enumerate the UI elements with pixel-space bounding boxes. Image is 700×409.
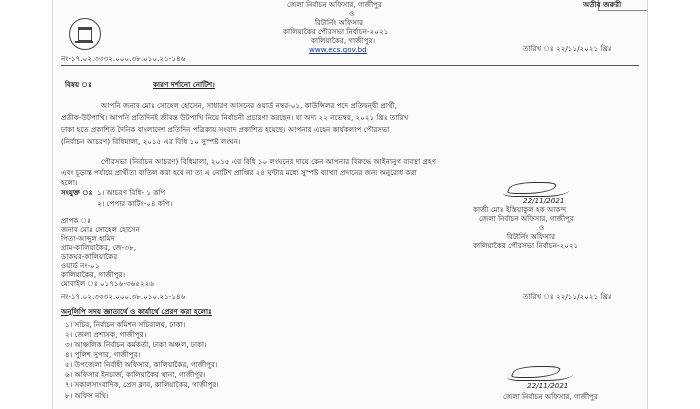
signature-1-title-4: কালিয়াকৈর পৌরসভা নির্বাচন-২০২১: [473, 241, 579, 250]
attachments-label: সংযুক্ত ঃ: [61, 188, 93, 197]
copy-item: ২। জেলা প্রশাসক, গাজীপুর।: [65, 330, 147, 339]
header-line-1: জেলা নির্বাচন অফিসার, গাজীপুর: [287, 0, 382, 9]
signature-1-title-2: ও: [539, 223, 545, 232]
copy-item: ৭। সকালসাংবাদিক, প্রেস ক্লাব, কালিয়াকৈর, গাজীপুর।: [65, 380, 219, 389]
copy-item: ৩। আঞ্চলিক নির্বাচন কর্মকর্তা, ঢাকা অঞ্চল, ঢাকা।: [65, 340, 207, 349]
signature-2-date: 22/11/2021: [527, 381, 569, 390]
body-para2-line3: হলো।: [61, 178, 78, 187]
signature-1-title-3: রিটার্নিং অফিসার: [507, 232, 556, 241]
signature-2-title: জেলা নির্বাচন অফিসার, গাজীপুর: [503, 392, 598, 401]
subject-text: কারণ দর্শানো নোটিশ।: [153, 80, 215, 89]
body-para2-line2: এবং চূড়ান্ত পর্যায়ে প্রার্থীতা বাতিল করা হবে না তা এ নোটিশ প্রাপ্তির ২৪ ঘন্টার মধ্যে সুস্পষ্ট ব্যাখ্যা প্রদানের জন্য অনুরোধ করা: [61, 168, 417, 177]
recipient-line-5: ওয়ার্ড নং-০১: [61, 261, 100, 270]
header-line-3: রিটার্নিং অফিসার: [315, 18, 364, 27]
recipient-label: প্রাপক ঃ: [61, 216, 91, 225]
header-line-2: ও: [349, 9, 355, 18]
signature-2-icon: [507, 364, 573, 381]
header-line-4: কালিয়াকৈর পৌরসভা নির্বাচন-২০২১: [283, 27, 389, 36]
copy-item: ৫। উপজেলা নির্বাহী অফিসার, কালিয়াকৈর, গাজীপুর।: [65, 360, 218, 369]
document-page: [52, 0, 648, 409]
body-para1-line1: আপনি জনাব মোঃ সোহেল হোসেন, সাধারণ আসনের ওয়ার্ড নম্বর-০১, কাউন্সিলর পদে প্রতিদ্বন্দ্বী প্রার্থী,: [101, 101, 397, 110]
website-link[interactable]: www.ecs.gov.bd: [309, 45, 367, 54]
recipient-line-3: গ্রাম-কালিয়াকৈর, জে-৩৮,: [61, 243, 137, 252]
recipient-line-7: মোবাইল ঃ ০১৭১৬-৩৬৫২২৬: [61, 279, 154, 288]
signature-1-icon: [503, 180, 569, 197]
signature-1-name: কাজী মোঃ ইস্তিয়াকুল হক আকন্দ: [473, 205, 567, 214]
recipient-line-2: পিতা-আব্দুল হামিদ: [61, 234, 115, 243]
copy-item: ৮। অফিস নথি।: [65, 391, 109, 400]
copies-heading: অনুলিপি সদয় জ্ঞাতার্থে ও কার্যার্থে প্রেরণ করা হলোঃ: [61, 307, 212, 316]
header-divider: [61, 65, 639, 66]
urgency-label: অতীব জরুরী: [583, 0, 622, 9]
attachment-item-1: ১। আচরণ বিধি- ১ কপি: [97, 188, 166, 197]
signature-1-title-1: জেলা নির্বাচন অফিসার, গাজীপুর: [479, 214, 574, 223]
header-line-5: কালিয়াকৈর, গাজীপুর।: [311, 36, 376, 45]
recipient-line-1: জনাব মোঃ সোহেল হোসেন: [61, 225, 140, 234]
body-para1-line4: (নির্বাচন আচরণ) বিধিমালা, ২০১৫ এর বিধি ১০ সুস্পষ্ট লংঘন।: [61, 137, 241, 146]
subject-label: বিষয় ঃ: [65, 80, 92, 89]
copy-item: ৪। পুলিশ সুপার, গাজীপুর।: [65, 350, 141, 359]
body-para2-line1: পৌরসভা (নির্বাচন আচরণ) বিধিমালা, ২০১৫ এর বিধি ১০ লংঘনের দায়ে কেন আপনার বিরুদ্ধে আইনানুগ ব্যবস্থা গ্রহণ: [101, 157, 437, 166]
recipient-line-6: কালিয়াকৈর, গাজীপুর।: [61, 270, 126, 279]
attachment-item-2: ২। পেপার কাটিং-০৪ কপি।: [97, 199, 173, 208]
body-para1-line2: প্রতীক-উটপাখি। আপনি প্রতিদিনই জীবন্ত উটপাখি নিয়ে নির্বাচনী প্রচারণা করছেন। যা অদ্য ২২ নভেম্বর, ২০২১ খ্রিঃ তারিখ: [61, 113, 409, 122]
memo-number: নং-১৭.০২.৩৩৩২.০০০.৩৮.০১০.২১-১৪৬: [61, 54, 186, 63]
body-para1-line3: ঢাকা হতে প্রকাশিত দৈনিক বাংলাদেশ প্রতিদিন পত্রিকায় সংবাদ প্রকাশিত হয়েছে। আপনার এহেন কার্যকলাপ পৌরসভা: [61, 125, 390, 134]
recipient-line-4: ডাকঘর-কালিয়াকৈর: [61, 252, 118, 261]
copy-item: ৬। অফিসার ইনচার্জ, কালিয়াকৈর থানা, গাজীপুর।: [65, 370, 206, 379]
memo2-number: নং-১৭.০২.৩৩৩২.০০০.৩৮.০১০.২১-১৪৬: [61, 292, 186, 301]
signature-1-date: 22/11/2021: [523, 196, 565, 205]
government-emblem-icon: [69, 18, 101, 50]
copy-item: ১। সচিব, নির্বাচন কমিশন সচিবালয়, ঢাকা।: [65, 320, 186, 329]
memo-date: তারিখ ঃ ২২/১১/২০২১ খ্রিঃ: [523, 44, 612, 53]
memo2-date: তারিখ ঃ ২২/১১/২০২১ খ্রিঃ: [523, 292, 612, 301]
